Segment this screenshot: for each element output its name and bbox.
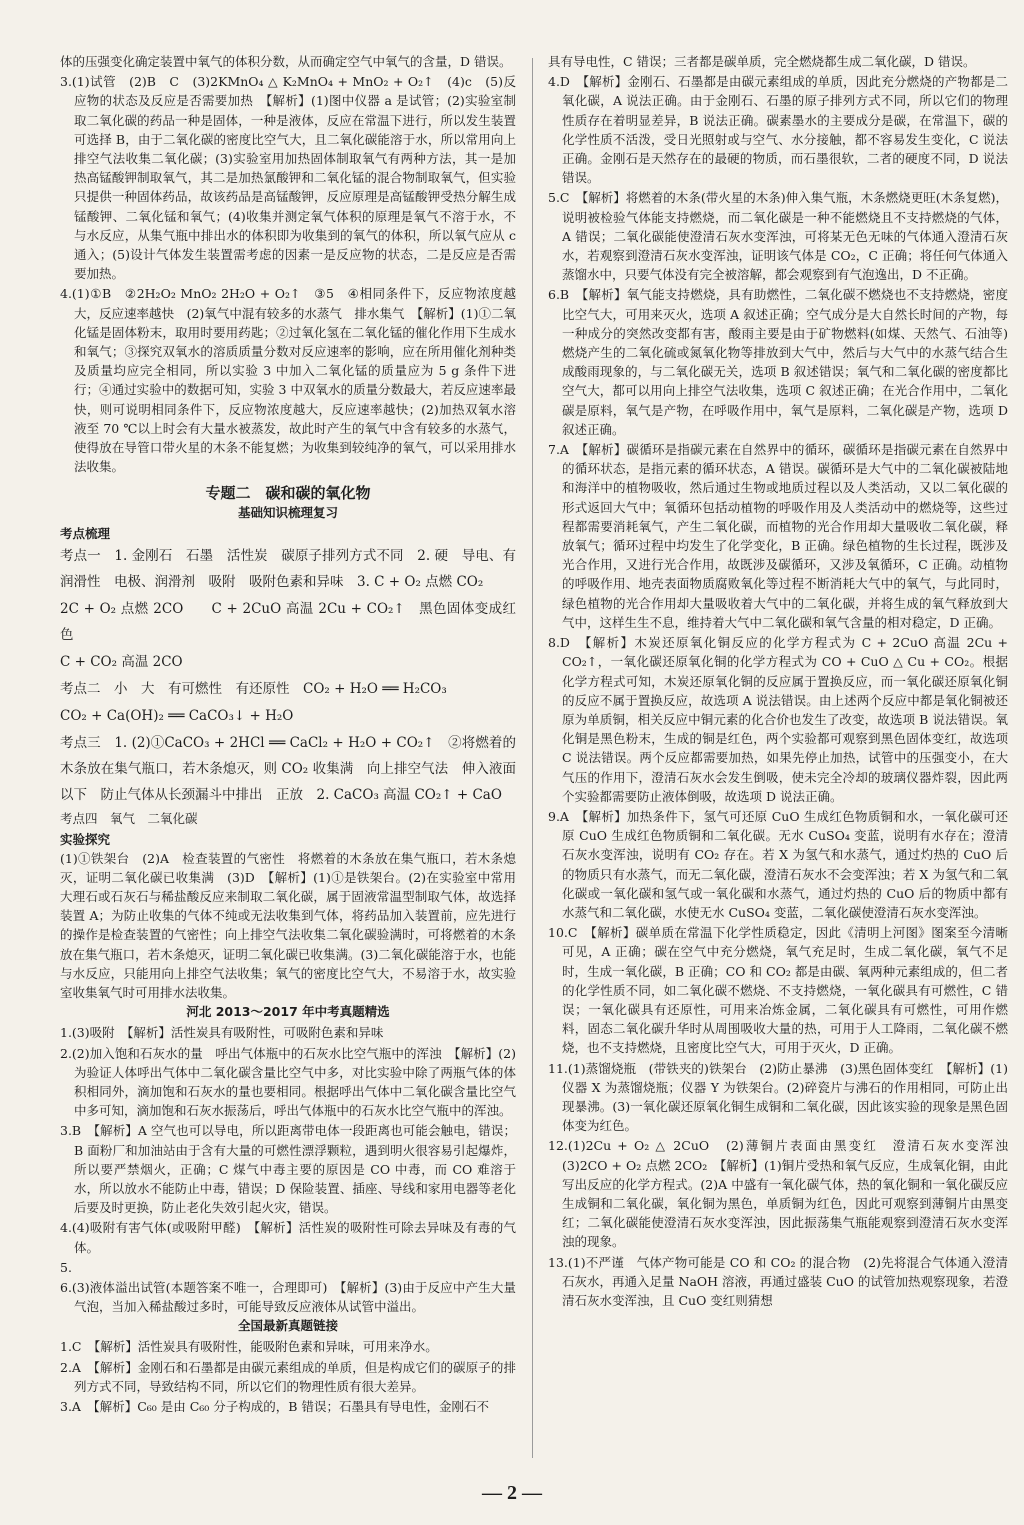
national-answer-7: 7.A 【解析】碳循环是指碳元素在自然界中的循环，碳循环是指碳元素在自然界中的循环状态，是指元素的循环状态，A 错误。碳循环是大气中的二氧化碳被陆地和海洋中的植物吸收，然后通过生物或地质过程以及人类活动，又以二氧化碳的形式返回大气中；氧循环包括动植物的呼吸作用及人类活动中的燃烧等，这些过程都需要消耗氧气，产生二氧化碳，而植物的光合作用却大量吸收二氧化碳，释放氧气；循环过程中均发生了化学变化，B 正确。绿色植物的生长过程，既涉及光合作用，又进行光合作用，故既涉及碳循环，又涉及氧循环，C 正确。动植物的呼吸作用、地壳表面物质腐败氧化等过程不断消耗大气中的氧气，与此同时，绿色植物的光合作用却大量吸收着大气中的二氧化碳，并将生成的氧气释放到大气中，这样生生不息，维持着大气中二氧化碳和氧气含量的相对稳定，D 正确。 xyxy=(548,442,1008,630)
national-answer-6: 6.B 【解析】氧气能支持燃烧，具有助燃性，二氧化碳不燃烧也不支持燃烧，密度比空气大，可用来灭火，选项 A 叙述正确；空气成分是大自然长时间的产物，每一种成分的突然改变都有害，酸雨主要是由于矿物燃料(如煤、天然气、石油等)燃烧产生的二氧化硫或氮氧化物等排放到大气中，然后与大气中的水蒸气结合生成酸雨现象的，与二氧化碳无关，选项 B 叙述错误；氧气和二氧化碳的密度都比空气大，都可以用向上排空气法收集，选项 C 叙述正确；在光合作用中，二氧化碳是原料，氧气是产物，在呼吸作用中，氧气是原料，二氧化碳是产物，选项 D 叙述正确。 xyxy=(548,287,1008,437)
column-divider xyxy=(532,58,533,1458)
intro-text: 体的压强变化确定装置中氧气的体积分数，从而确定空气中氧气的含量，D 错误。 xyxy=(60,54,512,69)
experiment-answer: (1)①铁架台 (2)A 检查装置的气密性 将燃着的木条放在集气瓶口，若木条熄灭，证明二氧化碳已收集满 (3)D 【解析】(1)①是铁架台。(2)在实验室中常用大理石或石灰石与稀盐酸反应来制取二氧化碳，属于固液常温型制取气体，故选择装置 A；为防止收集的气体不纯或无法收集到气体，将药品加入装置前，应先进行的操作是检查装置的气密性；向上排空气法收集二氧化碳验满时，可将燃着的木条放在集气瓶口，若木条熄灭，证明二氧化碳已收集满。(3)二氧化碳能溶于水，也能与水反应，只能用向上排空气法收集；氧气的密度比空气大，不易溶于水，故实验室收集氧气时可用排水法收集。 xyxy=(60,850,516,1001)
answer-3: 3.(1)试管 (2)B C (3)2KMnO₄ △ K₂MnO₄ + MnO₂ + O₂↑ (4)c (5)反应物的状态及反应是否需要加热 【解析】(1)图中仪器 a 是试管；(2)实验室制取二氧化碳的药品一种是固体，一种是液体，反应在常温下进行，所以发生装置可选择 B，由于二氧化碳的密度比空气大，且二氧化碳能溶于水，所以常用向上排空气法收集二氧化碳；(3)实验室用加热固体制取氧气有两种方法，其一是加热高锰酸钾制取氧气，其二是加热氯酸钾和二氧化锰的混合物制取氧气，但实验只提供一种固体药品，故该药品是高锰酸钾，反应原理是高锰酸钾受热分解生成锰酸钾、二氧化锰和氧气；(4)收集并测定氧气体积的原理是氧气不溶于水，不与水反应，从集气瓶中排出水的体积即为收集到的氧气的体积，所以氧气应从 c 通入；(5)设计气体发生装置需考虑的因素一是反应物的状态，二是反应是否需要加热。 xyxy=(60,74,516,282)
national-answer-13: 13.(1)不严谨 气体产物可能是 CO 和 CO₂ 的混合物 (2)先将混合气体通入澄清石灰水，再通入足量 NaOH 溶液，再通过盛装 CuO 的试管加热观察现象，若澄清石灰水变浑浊，且 CuO 变红则猜想 xyxy=(548,1254,1008,1308)
national-answer-10: 10.C 【解析】碳单质在常温下化学性质稳定，因此《清明上河图》图案至今清晰可见，A 正确；碳在空气中充分燃烧，氧气充足时，生成二氧化碳，氧气不足时，生成一氧化碳，B 正确；CO 和 CO₂ 都是由碳、氧两种元素组成的，但二者的化学性质不同，如二氧化碳不燃烧、不支持燃烧，一氧化碳具有可燃性，C 错误；一氧化碳具有还原性，可用来冶炼金属，二氧化碳具有可燃性，可用作燃料，固态二氧化碳升华时从周围吸收大量的热，可用于人工降雨，二氧化碳不燃烧，也不支持燃烧，且密度比空气大，可用于灭火，D 正确。 xyxy=(548,925,1008,1056)
hebei-answer-5: 5. xyxy=(60,1259,72,1275)
national-answer-3: 3.A 【解析】C₆₀ 是由 C₆₀ 分子构成的，B 错误；石墨具有导电性，金刚石不 xyxy=(60,1398,489,1414)
right-column xyxy=(548,52,1021,1462)
national-title: 全国最新真题链接 xyxy=(237,1318,338,1334)
national-answer-11: 11.(1)蒸馏烧瓶 (带铁夹的)铁架台 (2)防止暴沸 (3)黑色固体变红 【解析】(1)仪器 X 为蒸馏烧瓶；仪器 Y 为铁架台。(2)碎瓷片与沸石的作用相同，可防止出现暴沸。(3)一氧化碳还原氧化铜生成铜和二氧化碳，因此该实验的现象是黑色固体变为红色。 xyxy=(548,1060,1008,1134)
hebei-answer-6: 6.(3)液体溢出试管(本题答案不唯一，合理即可) 【解析】(3)由于反应中产生大量气泡，当加入稀盐酸过多时，可能导致反应液体从试管中溢出。 xyxy=(60,1279,516,1315)
hebei-answer-2: 2.(2)加入饱和石灰水的量 呼出气体瓶中的石灰水比空气瓶中的浑浊 【解析】(2)为验证人体呼出气体中二氧化碳含量比空气中多，对比实验中除了两瓶气体的体积相同外，滴加饱和石灰水的量也要相同。根据呼出气体中二氧化碳含量比空气中多可知，滴加饱和石灰水振荡后，呼出气体瓶中的石灰水比空气瓶中的浑浊。 xyxy=(60,1045,516,1119)
hebei-answer-4: 4.(4)吸附有害气体(或吸附甲醛) 【解析】活性炭的吸附性可除去异味及有毒的气体。 xyxy=(60,1220,516,1255)
kaodian-1-b: 2C + O₂ 点燃 2CO C + 2CuO 高温 2Cu + CO₂↑ 黑色固体变成红色 xyxy=(60,601,516,644)
kaodian-1-a: 考点一 1. 金刚石 石墨 活性炭 碳原子排列方式不同 2. 硬 导电、有润滑性 电极、润滑剂 吸附 吸附色素和异味 3. C + O₂ 点燃 CO₂ xyxy=(60,548,516,591)
national-answer-9: 9.A 【解析】加热条件下，氢气可还原 CuO 生成红色物质铜和水，一氧化碳可还原 CuO 生成红色物质铜和二氧化碳。无水 CuSO₄ 变蓝，说明有水存在；澄清石灰水变浑浊，说明有 CO₂ 存在。若 X 为氢气和水蒸气，通过灼热的 CuO 后的物质只有水蒸气，而无二氧化碳，澄清石灰水不会变浑浊；若 X 为氢气和二氧化碳或一氧化碳和氢气或一氧化碳和水蒸气，通过灼热的 CuO 后的物质中都有水蒸气和二氧化碳，水使无水 CuSO₄ 变蓝，二氧化碳使澄清石灰水变浑浊。 xyxy=(548,808,1008,920)
national-answer-1: 1.C 【解析】活性炭具有吸附性，能吸附色素和异味，可用来净水。 xyxy=(60,1339,438,1355)
kaodian-1-c: C + CO₂ 高温 2CO xyxy=(60,654,183,671)
national-answer-5: 5.C 【解析】将燃着的木条(带火星的木条)伸入集气瓶，木条燃烧更旺(木条复燃)，说明被检验气体能支持燃烧，而二氧化碳是一种不能燃烧且不支持燃烧的气体，A 错误；二氧化碳能使澄清石灰水变浑浊，可将某无色无味的气体通入澄清石灰水，若观察到澄清石灰水变浑浊，证明该气体是 CO₂，C 正确；将任何气体通入蒸馏水中，只要气体没有完全被溶解，都会观察到有气泡逸出，D 不正确。 xyxy=(548,190,1008,283)
kaodian-3: 考点三 1. (2)①CaCO₃ + 2HCl ══ CaCl₂ + H₂O + CO₂↑ ②将燃着的木条放在集气瓶口，若木条熄灭，则 CO₂ 收集满 向上排空气法 伸入液面以下 防止气体从长颈漏斗中排出 正放 2. CaCO₃ 高温 CO₂↑ + CaO xyxy=(60,735,516,804)
answer-3-cont: 具有导电性，C 错误；三者都是碳单质，完全燃烧都生成二氧化碳，D 错误。 xyxy=(548,54,976,69)
kaodian-4: 考点四 氧气 二氧化碳 xyxy=(60,811,198,827)
national-answer-2: 2.A 【解析】金刚石和石墨都是由碳元素组成的单质，但是构成它们的碳原子的排列方式不同，导致结构不同，所以它们的物理性质有很大差异。 xyxy=(60,1359,516,1394)
kaodian-2-b: CO₂ + Ca(OH)₂ ══ CaCO₃↓ + H₂O xyxy=(60,708,294,725)
page-number: — 2 — xyxy=(482,1482,542,1504)
hebei-answer-3: 3.B 【解析】A 空气也可以导电，所以距离带电体一段距离也可能会触电，错误；B 面粉厂和加油站由于含有大量的可燃性漂浮颗粒，遇到明火很容易引起爆炸，所以要严禁烟火，正确；C 煤气中毒主要的原因是 CO 中毒，而 CO 难溶于水，所以放水不能防止中毒，错误；D 保险装置、插座、导线和家用电器等老化后要及时更换，防止老化失效引起火灾，错误。 xyxy=(60,1123,516,1216)
national-answer-4: 4.D 【解析】金刚石、石墨都是由碳元素组成的单质，因此充分燃烧的产物都是二氧化碳，A 说法正确。由于金刚石、石墨的原子排列方式不同，所以它们的物理性质存在着明显差异，B 说法正确。碳素墨水的主要成分是碳，在常温下，碳的化学性质不活泼，受日光照射或与空气、水分接触，都不容易发生变化，C 说法正确。金刚石是天然存在的最硬的物质，而石墨很软，二者的硬度不同，D 说法错误。 xyxy=(548,74,1008,186)
answer-4: 4.(1)①B ②2H₂O₂ MnO₂ 2H₂O + O₂↑ ③5 ④相同条件下，反应物浓度越大，反应速率越快 (2)氧气中混有较多的水蒸气 排水集气 【解析】(1)①二氧化锰是固体粉末，取用时要用药匙；②过氧化氢在二氧化锰的催化作用下生成水和氧气；③探究双氧水的溶质质量分数对反应速率的影响，应在所用催化剂种类及质量均应完全相同，所以实验 3 中加入二氧化锰的质量应为 5 g 条件下进行；④通过实验中的数据可知，实验 3 中双氧水的质量分数最大，若反应速率最快，则可说明相同条件下，反应物浓度越大，反应速率越快；(2)加热双氧水溶液至 70 ℃以上时会有大量水被蒸发，故此时产生的氧气中含有较多的水蒸气，使得放在导管口带火星的木条不能复燃；为收集到较纯净的氧气，可以采用排水法收集。 xyxy=(60,286,516,475)
national-answer-8: 8.D 【解析】木炭还原氧化铜反应的化学方程式为 C + 2CuO 高温 2Cu + CO₂↑，一氧化碳还原氧化铜的化学方程式为 CO + CuO △ Cu + CO₂。根据化学方程式可知，木炭还原氧化铜的反应属于置换反应，而一氧化碳还原氧化铜的反应不属于置换反应，故选项 A 说法错误。由上述两个反应中都是氧化铜被还原为单质铜，相关反应中铜元素的化合价也发生了改变，故选项 B 说法错误。氧化铜是黑色粉末，生成的铜是红色，两个实验都可观察到黑色固体变红，故选项 C 说法错误。两个反应都需要加热，如果先停止加热，试管中的压强变小，在大气压的作用下，澄清石灰水会发生倒吸，使未完全冷却的玻璃仪器炸裂，因此两个实验都需要防止液体倒吸，故选项 D 说法正确。 xyxy=(548,635,1008,804)
kaodian-2-a: 考点二 小 大 有可燃性 有还原性 CO₂ + H₂O ══ H₂CO₃ xyxy=(60,681,447,698)
section-subtitle: 基础知识梳理复习 xyxy=(237,505,338,521)
left-column xyxy=(60,52,516,1462)
section-title: 专题二 碳和碳的氧化物 xyxy=(205,484,371,503)
hebei-title: 河北 2013～2017 年中考真题精选 xyxy=(186,1004,390,1020)
kaodian-heading: 考点梳理 xyxy=(60,526,111,542)
national-answer-12: 12.(1)2Cu + O₂ △ 2CuO (2)薄铜片表面由黑变红 澄清石灰水变浑浊 (3)2CO + O₂ 点燃 2CO₂ 【解析】(1)铜片受热和氧气反应，生成氧化铜，由此写出反应的化学方程式。(2)A 中盛有一氧化碳气体，热的氧化铜和一氧化碳反应生成铜和二氧化碳，氧化铜为黑色，单质铜为红色，因此可观察到薄铜片由黑变红；二氧化碳能使澄清石灰水变浑浊，因此振荡集气瓶能观察到澄清石灰水变浑浊的现象。 xyxy=(548,1138,1021,1250)
experiment-heading: 实验探究 xyxy=(60,831,111,847)
hebei-answer-1: 1.(3)吸附 【解析】活性炭具有吸附性，可吸附色素和异味 xyxy=(60,1025,384,1041)
